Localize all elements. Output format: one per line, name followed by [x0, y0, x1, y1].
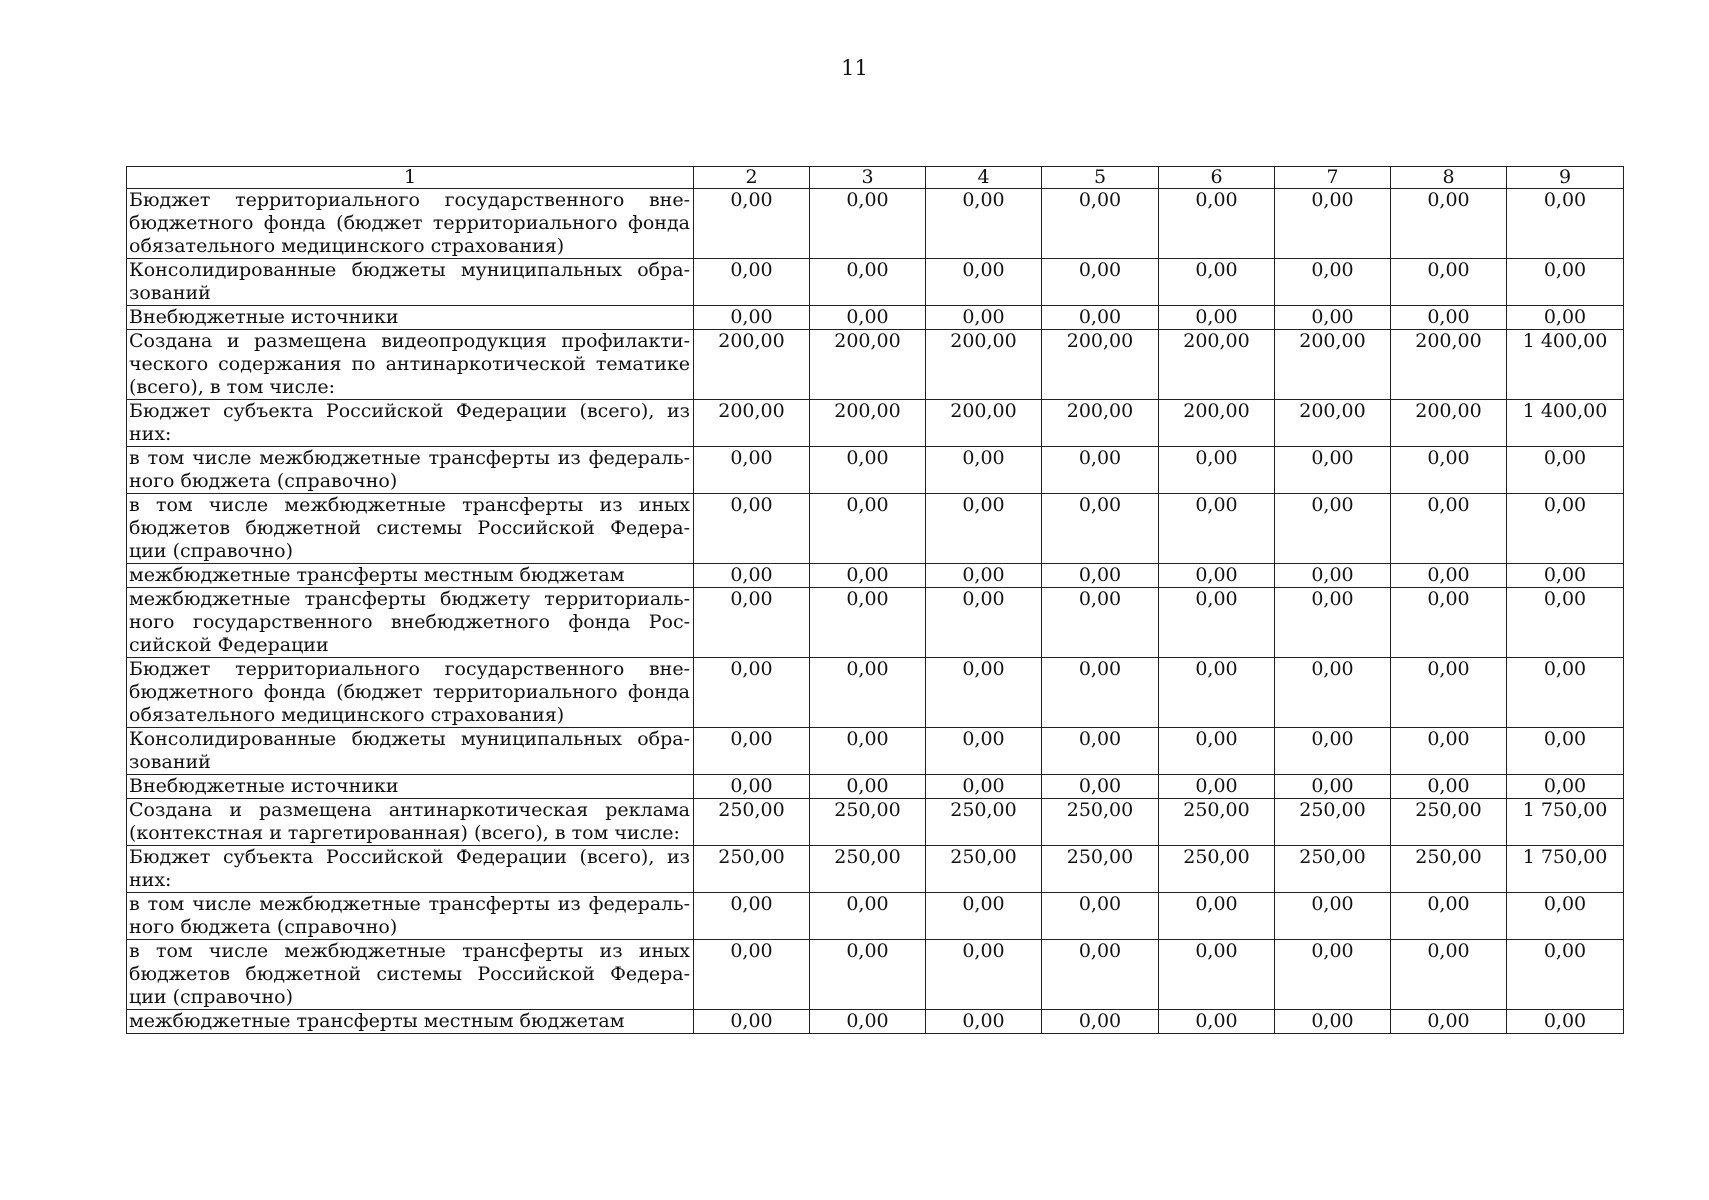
table-row: [127, 259, 1624, 306]
value-cell: 0,00: [1391, 940, 1507, 1010]
value-cell: 0,00: [1275, 658, 1391, 728]
value-cell: 200,00: [810, 330, 926, 400]
row-label: Консолидированные бюджеты муниципальных обра-зований: [127, 259, 694, 306]
value-cell: 0,00: [694, 728, 810, 775]
value-cell: 0,00: [1507, 588, 1624, 658]
value-cell: 0,00: [1391, 189, 1507, 259]
value-cell: 1 750,00: [1507, 846, 1624, 893]
value-cell: 0,00: [1275, 893, 1391, 940]
row-label: в том числе межбюджетные трансферты из иных бюджетов бюджетной системы Российской Федера-ции (справочно): [127, 494, 694, 564]
column-header: 2: [694, 167, 810, 189]
value-cell: 200,00: [1159, 330, 1275, 400]
value-cell: 200,00: [1391, 400, 1507, 447]
value-cell: 0,00: [694, 588, 810, 658]
value-cell: 0,00: [1042, 588, 1159, 658]
value-cell: 0,00: [1391, 775, 1507, 799]
value-cell: 0,00: [1042, 893, 1159, 940]
value-cell: 0,00: [694, 940, 810, 1010]
value-cell: 200,00: [1159, 400, 1275, 447]
value-cell: 0,00: [810, 259, 926, 306]
table-row: [127, 775, 1624, 799]
value-cell: 0,00: [1159, 259, 1275, 306]
table-row: [127, 846, 1624, 893]
value-cell: 0,00: [1275, 259, 1391, 306]
table-row: [127, 564, 1624, 588]
value-cell: 0,00: [810, 494, 926, 564]
value-cell: 200,00: [1391, 330, 1507, 400]
column-header: 7: [1275, 167, 1391, 189]
row-label: межбюджетные трансферты местным бюджетам: [127, 564, 694, 588]
table-row: [127, 1010, 1624, 1034]
value-cell: 0,00: [810, 189, 926, 259]
value-cell: 250,00: [694, 799, 810, 846]
row-label: межбюджетные трансферты бюджету территориаль-ного государственного внебюджетного фонда Рос-сийской Федерации: [127, 588, 694, 658]
table-row: [127, 494, 1624, 564]
value-cell: 250,00: [926, 799, 1042, 846]
value-cell: 0,00: [810, 1010, 926, 1034]
value-cell: 0,00: [810, 775, 926, 799]
row-label: межбюджетные трансферты местным бюджетам: [127, 1010, 694, 1034]
column-header: 1: [127, 167, 694, 189]
value-cell: 0,00: [1507, 447, 1624, 494]
value-cell: 0,00: [1275, 189, 1391, 259]
value-cell: 200,00: [694, 400, 810, 447]
value-cell: 0,00: [1275, 1010, 1391, 1034]
value-cell: 0,00: [926, 588, 1042, 658]
value-cell: 0,00: [1042, 775, 1159, 799]
value-cell: 200,00: [1042, 330, 1159, 400]
table-row: [127, 306, 1624, 330]
value-cell: 0,00: [1391, 306, 1507, 330]
value-cell: 0,00: [926, 447, 1042, 494]
value-cell: 200,00: [810, 400, 926, 447]
value-cell: 0,00: [1507, 728, 1624, 775]
row-label: Бюджет субъекта Российской Федерации (всего), из них:: [127, 400, 694, 447]
value-cell: 0,00: [1042, 189, 1159, 259]
row-label: Бюджет субъекта Российской Федерации (всего), из них:: [127, 846, 694, 893]
value-cell: 1 400,00: [1507, 400, 1624, 447]
value-cell: 0,00: [1042, 447, 1159, 494]
table-header-row: [127, 167, 1624, 189]
table-row: [127, 940, 1624, 1010]
value-cell: 0,00: [1275, 306, 1391, 330]
value-cell: 0,00: [1159, 306, 1275, 330]
row-label: Бюджет территориального государственного вне-бюджетного фонда (бюджет территориального фонда обязательного медицинского страхования): [127, 189, 694, 259]
value-cell: 250,00: [1275, 799, 1391, 846]
value-cell: 0,00: [1042, 494, 1159, 564]
value-cell: 250,00: [1391, 846, 1507, 893]
value-cell: 0,00: [1507, 564, 1624, 588]
value-cell: 0,00: [1042, 306, 1159, 330]
value-cell: 0,00: [694, 447, 810, 494]
value-cell: 0,00: [1159, 775, 1275, 799]
row-label: Создана и размещена антинаркотическая реклама (контекстная и таргетированная) (всего), в том числе:: [127, 799, 694, 846]
page-number: 11: [841, 56, 868, 80]
row-label: Консолидированные бюджеты муниципальных обра-зований: [127, 728, 694, 775]
table-row: [127, 330, 1624, 400]
value-cell: 250,00: [1275, 846, 1391, 893]
value-cell: 0,00: [1507, 940, 1624, 1010]
value-cell: 0,00: [1391, 728, 1507, 775]
value-cell: 250,00: [1159, 799, 1275, 846]
value-cell: 0,00: [810, 940, 926, 1010]
value-cell: 0,00: [694, 1010, 810, 1034]
table-body: [127, 189, 1624, 1034]
value-cell: 0,00: [1507, 306, 1624, 330]
value-cell: 0,00: [1159, 564, 1275, 588]
value-cell: 0,00: [810, 564, 926, 588]
value-cell: 0,00: [1042, 728, 1159, 775]
value-cell: 0,00: [1159, 893, 1275, 940]
value-cell: 250,00: [1042, 846, 1159, 893]
value-cell: 0,00: [1275, 775, 1391, 799]
table-row: [127, 799, 1624, 846]
value-cell: 250,00: [926, 846, 1042, 893]
value-cell: 0,00: [1507, 494, 1624, 564]
row-label: в том числе межбюджетные трансферты из иных бюджетов бюджетной системы Российской Федера-ции (справочно): [127, 940, 694, 1010]
value-cell: 200,00: [1042, 400, 1159, 447]
value-cell: 0,00: [1507, 259, 1624, 306]
column-header: 4: [926, 167, 1042, 189]
value-cell: 0,00: [810, 893, 926, 940]
table-row: [127, 447, 1624, 494]
value-cell: 0,00: [1042, 1010, 1159, 1034]
value-cell: 0,00: [1275, 494, 1391, 564]
value-cell: 0,00: [926, 658, 1042, 728]
value-cell: 0,00: [926, 306, 1042, 330]
row-label: Бюджет территориального государственного вне-бюджетного фонда (бюджет территориального фонда обязательного медицинского страхования): [127, 658, 694, 728]
value-cell: 0,00: [1275, 940, 1391, 1010]
value-cell: 0,00: [810, 306, 926, 330]
table-row: [127, 658, 1624, 728]
value-cell: 0,00: [926, 494, 1042, 564]
column-header: 8: [1391, 167, 1507, 189]
row-label: Создана и размещена видеопродукция профилакти-ческого содержания по антинаркотической тематике (всего), в том числе:: [127, 330, 694, 400]
value-cell: 250,00: [1159, 846, 1275, 893]
value-cell: 250,00: [1391, 799, 1507, 846]
value-cell: 0,00: [1159, 189, 1275, 259]
value-cell: 0,00: [926, 893, 1042, 940]
value-cell: 0,00: [694, 893, 810, 940]
value-cell: 0,00: [926, 259, 1042, 306]
row-label: Внебюджетные источники: [127, 306, 694, 330]
value-cell: 0,00: [1159, 940, 1275, 1010]
value-cell: 0,00: [926, 728, 1042, 775]
row-label: в том числе межбюджетные трансферты из федераль-ного бюджета (справочно): [127, 893, 694, 940]
value-cell: 0,00: [1391, 588, 1507, 658]
value-cell: 0,00: [926, 564, 1042, 588]
table-row: [127, 400, 1624, 447]
value-cell: 0,00: [810, 658, 926, 728]
value-cell: 0,00: [1159, 494, 1275, 564]
value-cell: 1 400,00: [1507, 330, 1624, 400]
table-row: [127, 588, 1624, 658]
value-cell: 0,00: [694, 775, 810, 799]
value-cell: 0,00: [1275, 447, 1391, 494]
value-cell: 0,00: [1042, 564, 1159, 588]
value-cell: 0,00: [1507, 775, 1624, 799]
value-cell: 0,00: [1275, 728, 1391, 775]
table-row: [127, 189, 1624, 259]
value-cell: 200,00: [926, 330, 1042, 400]
value-cell: 0,00: [1042, 658, 1159, 728]
value-cell: 0,00: [1391, 259, 1507, 306]
value-cell: 0,00: [1391, 564, 1507, 588]
value-cell: 0,00: [1042, 259, 1159, 306]
value-cell: 0,00: [694, 306, 810, 330]
column-header: 3: [810, 167, 926, 189]
column-header: 9: [1507, 167, 1624, 189]
column-header: 6: [1159, 167, 1275, 189]
value-cell: 0,00: [1275, 588, 1391, 658]
value-cell: 0,00: [694, 658, 810, 728]
value-cell: 0,00: [694, 494, 810, 564]
value-cell: 0,00: [1507, 893, 1624, 940]
value-cell: 0,00: [926, 940, 1042, 1010]
value-cell: 0,00: [1391, 893, 1507, 940]
value-cell: 250,00: [1042, 799, 1159, 846]
value-cell: 0,00: [1391, 447, 1507, 494]
value-cell: 0,00: [1391, 658, 1507, 728]
value-cell: 0,00: [1391, 1010, 1507, 1034]
table-row: [127, 728, 1624, 775]
value-cell: 200,00: [1275, 400, 1391, 447]
value-cell: 0,00: [1159, 588, 1275, 658]
value-cell: 0,00: [810, 728, 926, 775]
value-cell: 0,00: [694, 564, 810, 588]
value-cell: 0,00: [1275, 564, 1391, 588]
value-cell: 0,00: [926, 775, 1042, 799]
value-cell: 0,00: [1159, 1010, 1275, 1034]
value-cell: 250,00: [810, 846, 926, 893]
row-label: Внебюджетные источники: [127, 775, 694, 799]
value-cell: 0,00: [694, 189, 810, 259]
value-cell: 0,00: [926, 1010, 1042, 1034]
value-cell: 0,00: [1507, 658, 1624, 728]
row-label: в том числе межбюджетные трансферты из федераль-ного бюджета (справочно): [127, 447, 694, 494]
value-cell: 250,00: [810, 799, 926, 846]
value-cell: 200,00: [1275, 330, 1391, 400]
value-cell: 0,00: [1507, 1010, 1624, 1034]
column-header: 5: [1042, 167, 1159, 189]
value-cell: 0,00: [694, 259, 810, 306]
value-cell: 0,00: [926, 189, 1042, 259]
value-cell: 200,00: [694, 330, 810, 400]
value-cell: 1 750,00: [1507, 799, 1624, 846]
value-cell: 0,00: [1159, 447, 1275, 494]
value-cell: 200,00: [926, 400, 1042, 447]
value-cell: 0,00: [810, 447, 926, 494]
budget-table: [126, 166, 1624, 1034]
value-cell: 250,00: [694, 846, 810, 893]
value-cell: 0,00: [1391, 494, 1507, 564]
table-row: [127, 893, 1624, 940]
value-cell: 0,00: [1159, 728, 1275, 775]
value-cell: 0,00: [1159, 658, 1275, 728]
value-cell: 0,00: [1507, 189, 1624, 259]
value-cell: 0,00: [1042, 940, 1159, 1010]
value-cell: 0,00: [810, 588, 926, 658]
